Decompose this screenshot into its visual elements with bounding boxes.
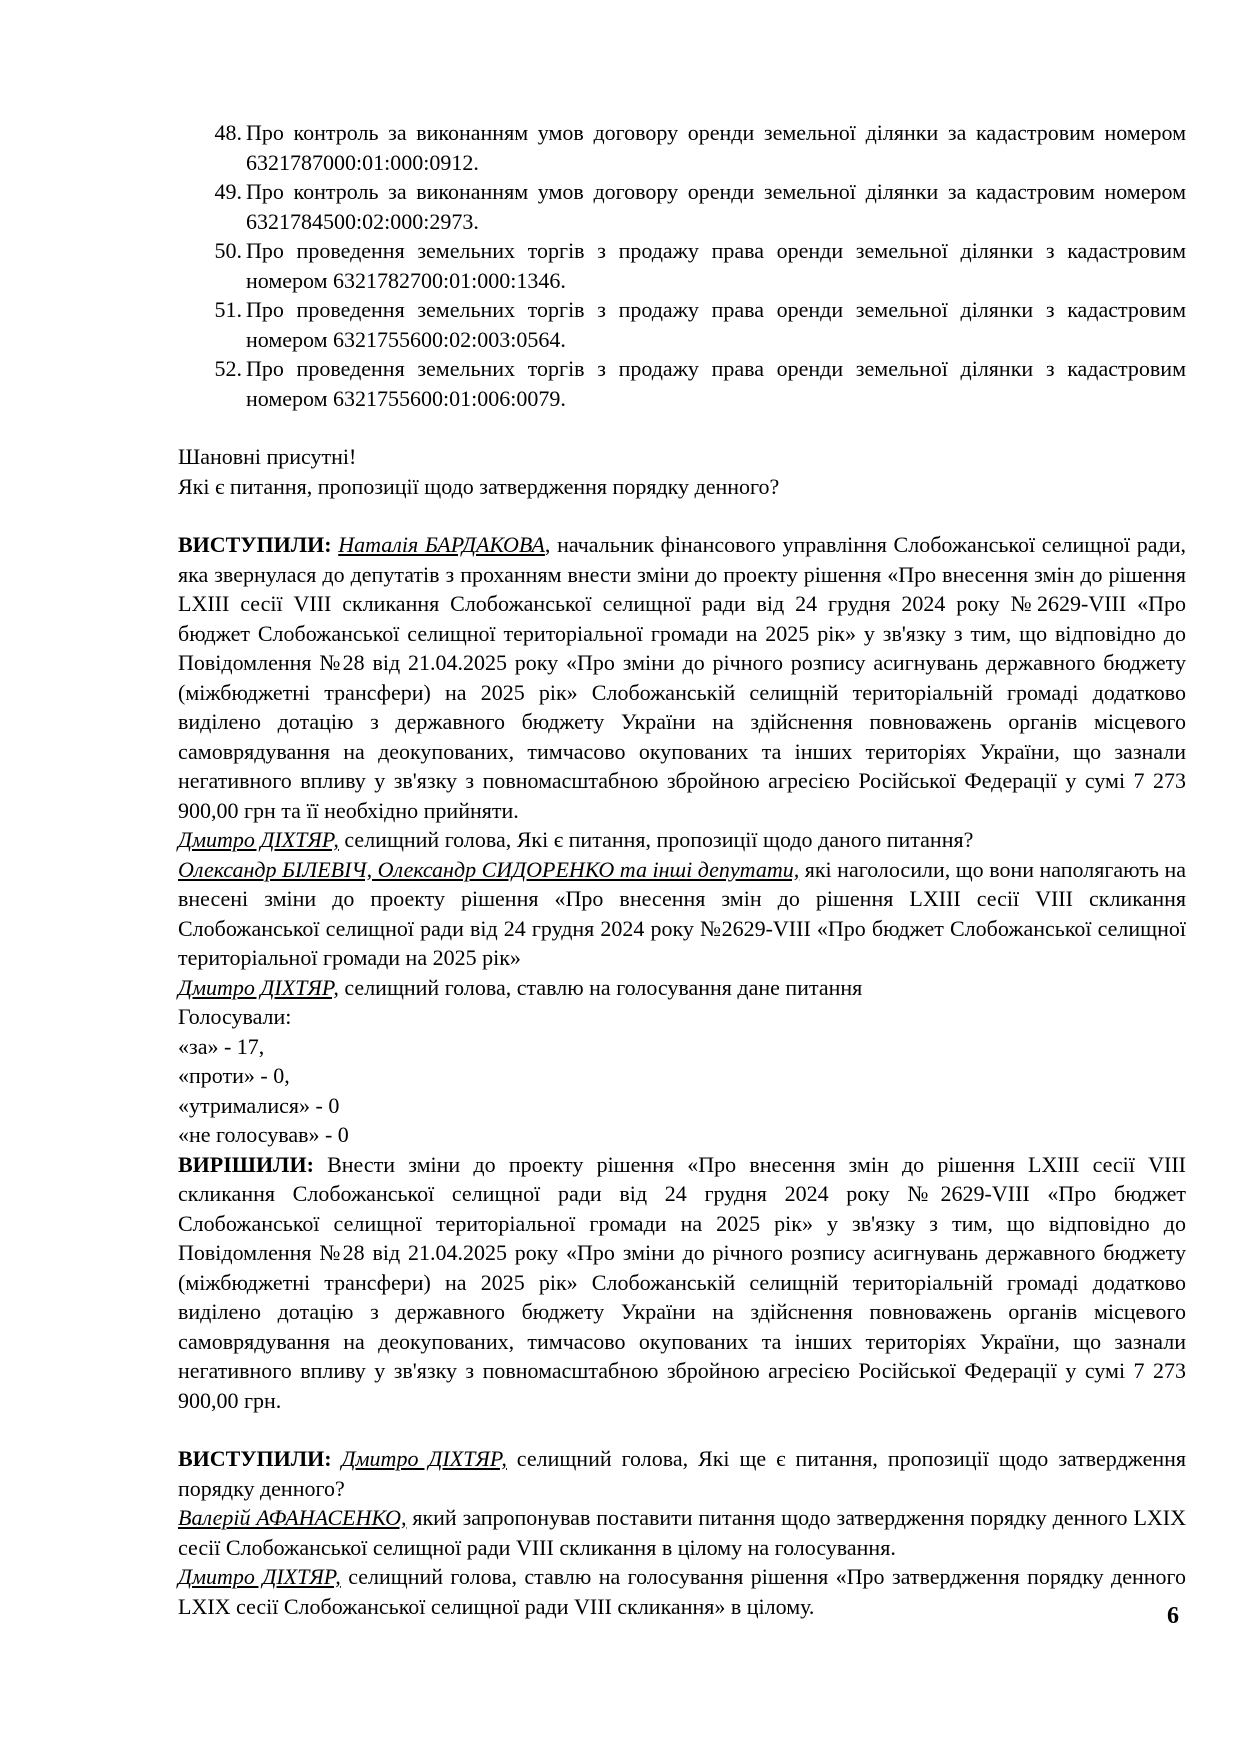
speech-text: селищний голова, ставлю на голосування дане питання: [338, 974, 863, 1000]
item-text: Про контроль за виконанням умов договору оренди земельної ділянки за кадастровим номером 6321787000:01:000:0912.: [246, 120, 1186, 175]
speech-1: [178, 530, 1186, 825]
item-number: 50.: [214, 238, 242, 263]
vote-line: «утрималися» - 0: [178, 1092, 340, 1118]
speech-text: селищний голова, Які є питання, пропозиції щодо даного питання?: [338, 827, 974, 852]
item-text: Про проведення земельних торгів з продажу права оренди земельної ділянки з кадастровим номером 6321755600:01:006:0079.: [246, 356, 1186, 411]
decision: [178, 1150, 1186, 1416]
speaker-name: Дмитро ДІХТЯР,: [178, 1564, 341, 1589]
list-item: [178, 295, 1186, 354]
speech-text: які наголосили, що вони наполягають на внесені зміни до проекту рішення «Про внесення змін до рішення LXIII сесії VIII скликання Слобожанської селищної ради від 24 грудня 2024 року №2629-VIII «Про бюджет Слобожанської селищної територіальної громади на 2025 рік»: [178, 856, 1186, 970]
section-label: ВИРІШИЛИ:: [178, 1151, 314, 1177]
speaker-name: Наталія БАРДАКОВА: [338, 532, 545, 557]
list-item: [178, 118, 1186, 177]
speech-7: [178, 1562, 1186, 1621]
page-number: 6: [1167, 1603, 1179, 1629]
question: Які є питання, пропозиції щодо затвердження порядку денного?: [178, 473, 780, 499]
list-item: [178, 354, 1186, 413]
speech-text: селищний голова, ставлю на голосування рішення «Про затвердження порядку денного LXIX сесії Слобожанської селищної ради VIII скликання» в цілому.: [178, 1564, 1186, 1619]
item-number: 49.: [214, 179, 242, 204]
item-number: 51.: [214, 297, 242, 322]
speech-text: селищний голова, Які ще є питання, пропозиції щодо затвердження порядку денного?: [178, 1446, 1186, 1501]
speaker-name: Валерій АФАНАСЕНКО,: [178, 1505, 407, 1530]
section-label: ВИСТУПИЛИ:: [178, 532, 332, 557]
speaker-name: Дмитро ДІХТЯР,: [178, 974, 339, 1000]
item-number: 48.: [214, 120, 242, 145]
item-number: 52.: [214, 356, 242, 381]
vote-line: «за» - 17,: [178, 1033, 265, 1059]
item-text: Про проведення земельних торгів з продажу права оренди земельної ділянки з кадастровим номером 6321782700:01:000:1346.: [246, 238, 1186, 293]
item-text: Про контроль за виконанням умов договору оренди земельної ділянки за кадастровим номером 6321784500:02:000:2973.: [246, 179, 1186, 234]
speech-3: [178, 855, 1186, 973]
speech-4: [178, 973, 1186, 1003]
item-text: Про проведення земельних торгів з продажу права оренди земельної ділянки з кадастровим номером 6321755600:02:003:0564.: [246, 297, 1186, 352]
speech-6: [178, 1503, 1186, 1562]
speech-5: [178, 1444, 1186, 1503]
agenda-list: [178, 118, 1186, 413]
section-label: ВИСТУПИЛИ:: [178, 1446, 332, 1471]
vote-line: «проти» - 0,: [178, 1063, 290, 1088]
list-item: [178, 177, 1186, 236]
speaker-name: Дмитро ДІХТЯР,: [178, 827, 339, 852]
votes-title: Голосували:: [178, 1004, 292, 1029]
vote-line: «не голосував» - 0: [178, 1122, 349, 1147]
list-item: [178, 236, 1186, 295]
decision-text: Внести зміни до проекту рішення «Про внесення змін до рішення LXIII сесії VIII скликання Слобожанської селищної ради від 24 грудня 2024 року №2629-VIII «Про бюджет Слобожанської селищної територіальної громади на 2025 рік» у зв'язку з тим, що відповідно до Повідомлення №28 від 21.04.2025 року «Про зміни до річного розпису асигнувань державного бюджету (міжбюджетні трансфери) на 2025 рік» Слобожанській селищній територіальній громаді додатково виділено дотацію з державного бюджету України на здійснення повноважень органів місцевого самоврядування на деокупованих, тимчасово окупованих та інших територіях України, що зазнали негативного впливу у зв'язку з повномасштабною збройною агресією Російської Федерації у сумі 7 273 900,00 грн.: [178, 1151, 1186, 1413]
greeting: Шановні присутні!: [178, 444, 357, 469]
document-page: [178, 118, 1186, 1621]
speech-text: , начальник фінансового управління Слобожанської селищної ради, яка звернулася до депутатів з проханням внести зміни до проекту рішення «Про внесення змін до рішення LXIII сесії VIII скликання Слобожанської селищної ради від 24 грудня 2024 року №2629-VIII «Про бюджет Слобожанської селищної територіальної громади на 2025 рік» у зв'язку з тим, що відповідно до Повідомлення №28 від 21.04.2025 року «Про зміни до річного розпису асигнувань державного бюджету (міжбюджетні трансфери) на 2025 рік» Слобожанській селищній територіальній громаді додатково виділено дотацію з державного бюджету України на здійснення повноважень органів місцевого самоврядування на деокупованих, тимчасово окупованих та інших територіях України, що зазнали негативного впливу у зв'язку з повномасштабною збройною агресією Російської Федерації у сумі 7 273 900,00 грн та її необхідно прийняти.: [178, 532, 1187, 823]
speech-text: який запропонував поставити питання щодо затвердження порядку денного LXIX сесії Слобожанської селищної ради VIII скликання в цілому на голосування.: [178, 1505, 1186, 1560]
speaker-name: Дмитро ДІХТЯР,: [341, 1446, 507, 1471]
speech-2: [178, 825, 1186, 855]
speaker-names: Олександр БІЛЕВІЧ, Олександр СИДОРЕНКО та інші депутати,: [178, 856, 800, 882]
